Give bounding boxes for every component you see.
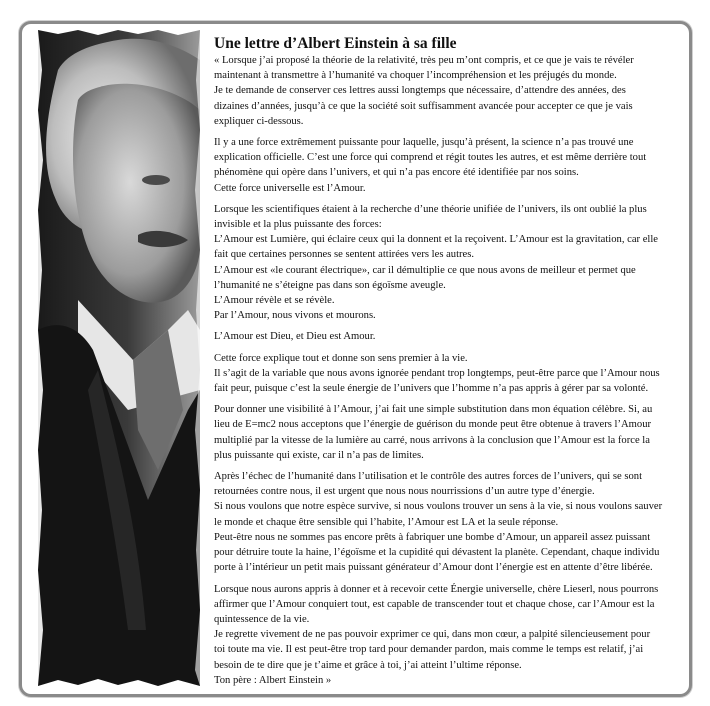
text-line: Il y a une force extrêmement puissante pour laquelle, jusqu’à présent, la science n’a pas trouvé une xyxy=(214,137,634,149)
text-line: Je regrette vivement de ne pas pouvoir exprimer ce qui, dans mon cœur, a palpité silencieusement pour xyxy=(214,629,651,641)
text-line: « Lorsque j’ai proposé la théorie de la relativité, très peu m’ont compris, et ce que je vais te révéler xyxy=(214,55,634,66)
paragraph-7 xyxy=(214,469,676,575)
text-line: Lorsque nous aurons appris à donner et à recevoir cette Énergie universelle, chère Lieserl, nous pourrons xyxy=(214,583,659,595)
text-line: Si nous voulons que notre espèce survive, si nous voulons trouver un sens à la vie, si nous voulons sauver xyxy=(214,501,663,513)
text-line: dizaines d’années, jusqu’à ce que la société soit suffisamment avancée pour accepter ce que je vais xyxy=(214,100,633,112)
text-line: affirmer que l’Amour conquiert tout, est capable de transcender tout et chaque chose, car l’Amour est la xyxy=(214,598,655,610)
text-line: toi toute ma vie. Il est peut-être trop tard pour demander pardon, mais comme le temps est relatif, j’ai xyxy=(214,644,644,656)
text-line: Il s’agit de la variable que nous avons ignorée pendant trop longtemps, peut-être parce que l’Amour nous xyxy=(214,367,660,379)
text-line: quintessence de la vie. xyxy=(214,613,310,625)
text-line: porte à l’intérieur un petit mais puissant générateur d’Amour dont l’énergie est en attente d’être libérée. xyxy=(214,562,653,574)
text-line: retournées contre nous, il est urgent que nous nous nourrissions d’un autre type d’énergie. xyxy=(214,486,595,498)
text-line: L’Amour est Dieu, et Dieu est Amour. xyxy=(214,331,376,343)
text-line: plus puissante qui existe, car il n’a pas de limites. xyxy=(214,449,424,461)
text-line: Cette force explique tout et donne son sens premier à la vie. xyxy=(214,352,468,364)
paragraph-2 xyxy=(214,135,676,196)
text-line: le monde et chaque être sensible qui l’habite, l’Amour est LA et la seule réponse. xyxy=(214,516,559,528)
paragraph-1 xyxy=(214,53,676,129)
text-line: multiplié par la vitesse de la lumière au carré, nous arrivons à la conclusion que l’Amour est la force la xyxy=(214,434,650,446)
paragraph-4 xyxy=(214,329,676,344)
paragraph-8 xyxy=(214,582,676,688)
text-line: Peut-être nous ne sommes pas encore prêts à fabriquer une bombe d’Amour, un appareil assez puissant xyxy=(214,531,651,543)
text-line: besoin de te dire que je t’aime et grâce à toi, j’ai atteint l’ultime réponse. xyxy=(214,659,522,671)
paragraph-5 xyxy=(214,351,676,397)
text-line: fait peur, puisque c’est la seule énergie de l’univers que l’homme n’a pas appris à gérer par sa volonté. xyxy=(214,383,649,395)
text-line: L’Amour révèle et se révèle. xyxy=(214,295,335,307)
text-line: explication officielle. C’est une force qui comprend et régit toutes les autres, et est même derrière tout xyxy=(214,152,647,164)
text-line: Par l’Amour, nous vivons et mourons. xyxy=(214,310,376,322)
text-line: L’Amour est Lumière, qui éclaire ceux qui la donnent et la reçoivent. L’Amour est la gravitation, car elle xyxy=(214,234,658,246)
text-line: Je te demande de conserver ces lettres aussi longtemps que nécessaire, d’attendre des années, des xyxy=(214,85,626,97)
text-line: fait que certaines personnes se sentent attirées vers les autres. xyxy=(214,249,475,261)
text-line: L’Amour est «le courant électrique», car il démultiplie ce que nous avons de meilleur et permet que xyxy=(214,264,636,276)
text-line: Pour donner une visibilité à l’Amour, j’ai fait une simple substitution dans mon équation célèbre. Si, au xyxy=(214,404,653,416)
paragraph-3 xyxy=(214,202,676,324)
text-line: pour détruire toute la haine, l’égoïsme et la cupidité qui dévastent la planète. Cependant, chaque individu xyxy=(214,547,660,559)
letter-title: Une lettre d’Albert Einstein à sa fille xyxy=(214,35,457,52)
text-line: l’humanité ne s’éteigne pas dans son égoïsme aveugle. xyxy=(214,279,446,291)
paragraph-6 xyxy=(214,402,676,463)
text-line: maintenant à transmettre à l’humanité va choquer l’incompréhension et les préjugés du monde. xyxy=(214,70,617,82)
text-line: expliquer ci-dessous. xyxy=(214,115,304,127)
text-line: Cette force universelle est l’Amour. xyxy=(214,182,366,194)
letter-text xyxy=(214,35,676,694)
einstein-portrait xyxy=(38,30,200,686)
signature-line: Ton père : Albert Einstein » xyxy=(214,674,332,686)
text-line: phénomène qui opère dans l’univers, et qui n’a pas encore été identifiée par nos soins. xyxy=(214,167,579,179)
text-line: invisible et la plus puissante des forces: xyxy=(214,219,382,231)
text-line: Lorsque les scientifiques étaient à la recherche d’une théorie unifiée de l’univers, ils ont oublié la plus xyxy=(214,203,647,215)
text-line: Après l’échec de l’humanité dans l’utilisation et le contrôle des autres forces de l’univers, qui se sont xyxy=(214,471,643,483)
text-line: lieu de E=mc2 nous acceptons que l’énergie de guérison du monde peut être obtenue à travers l’Amour xyxy=(214,419,652,431)
